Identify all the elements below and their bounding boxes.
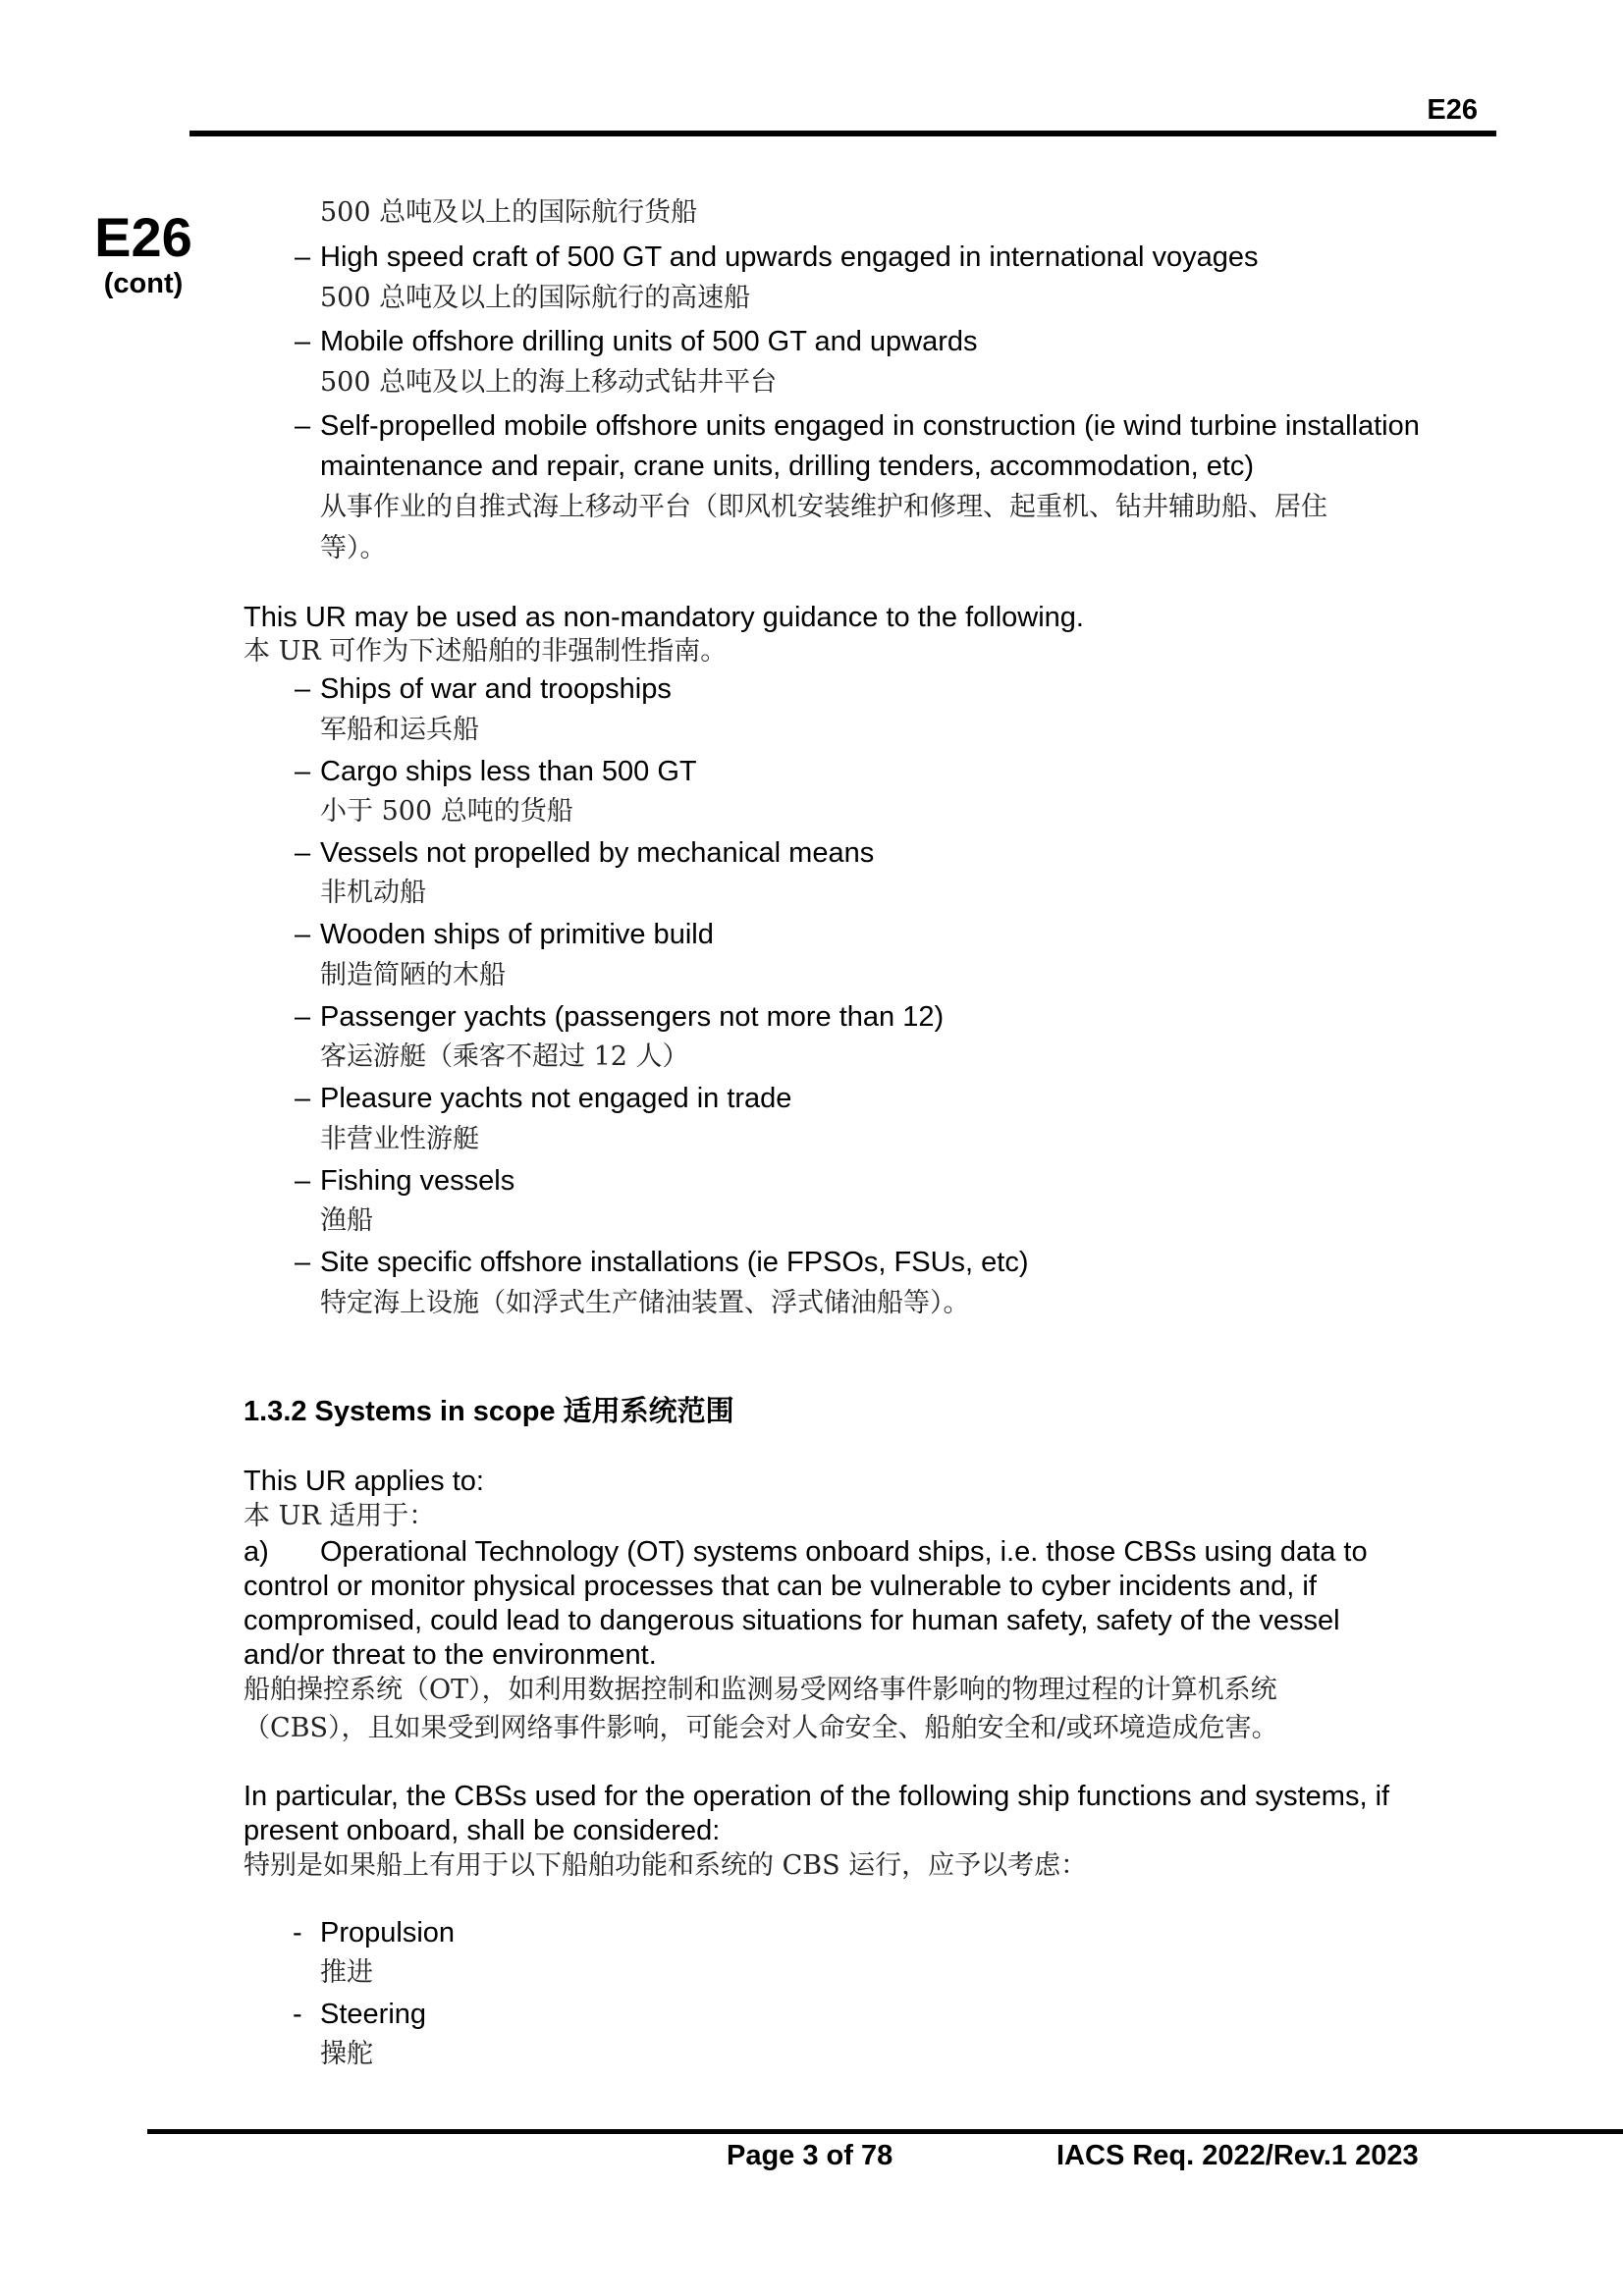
system-item-cn: 推进	[320, 1957, 373, 1988]
guidance-intro-cn: 本 UR 可作为下述船舶的非强制性指南。	[243, 636, 728, 667]
item-a-en: compromised, could lead to dangerous situations for human safety, safety of the vessel	[243, 1605, 1340, 1636]
guidance-item-cn: 渔船	[320, 1205, 373, 1236]
header-rule	[189, 131, 1496, 136]
list-item-cn: 500 总吨及以上的国际航行的高速船	[320, 283, 751, 313]
guidance-intro-en: This UR may be used as non-mandatory guidance to the following.	[243, 602, 1084, 633]
list-item-cn: 从事作业的自推式海上移动平台（即风机安装维护和修理、起重机、钻井辅助船、居住	[320, 492, 1327, 522]
footer-rule	[147, 2129, 1623, 2134]
guidance-item-en: Site specific offshore installations (ie FPSOs, FSUs, etc)	[320, 1247, 1029, 1278]
list-dash: –	[295, 1001, 311, 1033]
side-cont: (cont)	[103, 268, 184, 299]
list-dash: –	[295, 410, 311, 442]
list-dash: –	[295, 756, 311, 787]
footer-page-number: Page 3 of 78	[727, 2140, 893, 2171]
item-a-cn: 船舶操控系统（OT），如利用数据控制和监测易受网络事件影响的物理过程的计算机系统	[243, 1675, 1277, 1705]
guidance-item-en: Cargo ships less than 500 GT	[320, 756, 697, 787]
list-item-en: Self-propelled mobile offshore units engaged in construction (ie wind turbine installation	[320, 410, 1420, 442]
particular-en: present onboard, shall be considered:	[243, 1815, 721, 1846]
item-a-label: a)	[243, 1536, 269, 1568]
particular-cn: 特别是如果船上有用于以下船舶功能和系统的 CBS 运行，应予以考虑：	[243, 1850, 1088, 1881]
guidance-item-en: Wooden ships of primitive build	[320, 919, 714, 950]
cargo-ships-cn: 500 总吨及以上的国际航行货船	[320, 197, 698, 228]
list-dash: –	[295, 1247, 311, 1278]
list-item-cn: 500 总吨及以上的海上移动式钻井平台	[320, 367, 778, 398]
section-heading: 1.3.2 Systems in scope 适用系统范围	[243, 1396, 734, 1427]
particular-en: In particular, the CBSs used for the operation of the following ship functions and systems, if	[243, 1781, 1390, 1812]
item-a-en: and/or threat to the environment.	[243, 1639, 657, 1671]
applies-cn: 本 UR 适用于：	[243, 1501, 436, 1531]
guidance-item-cn: 特定海上设施（如浮式生产储油装置、浮式储油船等）。	[320, 1288, 970, 1318]
side-code: E26	[94, 206, 192, 268]
guidance-item-cn: 制造简陋的木船	[320, 960, 506, 990]
list-dash: –	[295, 919, 311, 950]
list-dash: -	[293, 1917, 302, 1949]
item-a-en: control or monitor physical processes that can be vulnerable to cyber incidents and, if	[243, 1571, 1317, 1602]
list-dash: –	[295, 326, 311, 357]
guidance-item-en: Vessels not propelled by mechanical means	[320, 837, 875, 869]
page-header-code: E26	[1427, 94, 1478, 126]
system-item-cn: 操舵	[320, 2039, 373, 2069]
guidance-item-cn: 小于 500 总吨的货船	[320, 796, 573, 827]
applies-en: This UR applies to:	[243, 1466, 484, 1497]
footer-reference: IACS Req. 2022/Rev.1 2023	[1056, 2140, 1419, 2171]
list-dash: –	[295, 1165, 311, 1197]
side-code-block	[84, 208, 202, 300]
guidance-item-en: Ships of war and troopships	[320, 673, 672, 705]
item-a-cn: （CBS），且如果受到网络事件影响，可能会对人命安全、船舶安全和/或环境造成危害。	[243, 1713, 1278, 1743]
system-item-en: Steering	[320, 1999, 427, 2030]
guidance-item-cn: 非机动船	[320, 878, 426, 908]
guidance-item-cn: 客运游艇（乘客不超过 12 人）	[320, 1041, 689, 1072]
system-item-en: Propulsion	[320, 1917, 456, 1949]
list-dash: –	[295, 837, 311, 869]
guidance-item-en: Passenger yachts (passengers not more than 12)	[320, 1001, 945, 1033]
list-dash: –	[295, 673, 311, 705]
guidance-item-en: Fishing vessels	[320, 1165, 515, 1197]
list-dash: –	[295, 1083, 311, 1114]
list-dash: –	[295, 241, 311, 273]
list-item-en: High speed craft of 500 GT and upwards engaged in international voyages	[320, 241, 1259, 273]
list-item-en: maintenance and repair, crane units, drilling tenders, accommodation, etc)	[320, 451, 1255, 482]
list-item-en: Mobile offshore drilling units of 500 GT and upwards	[320, 326, 978, 357]
item-a-en: Operational Technology (OT) systems onboard ships, i.e. those CBSs using data to	[320, 1536, 1368, 1568]
list-dash: -	[293, 1999, 302, 2030]
guidance-item-cn: 非营业性游艇	[320, 1124, 479, 1154]
guidance-item-cn: 军船和运兵船	[320, 715, 479, 745]
guidance-item-en: Pleasure yachts not engaged in trade	[320, 1083, 792, 1114]
list-item-cn: 等）。	[320, 533, 387, 563]
